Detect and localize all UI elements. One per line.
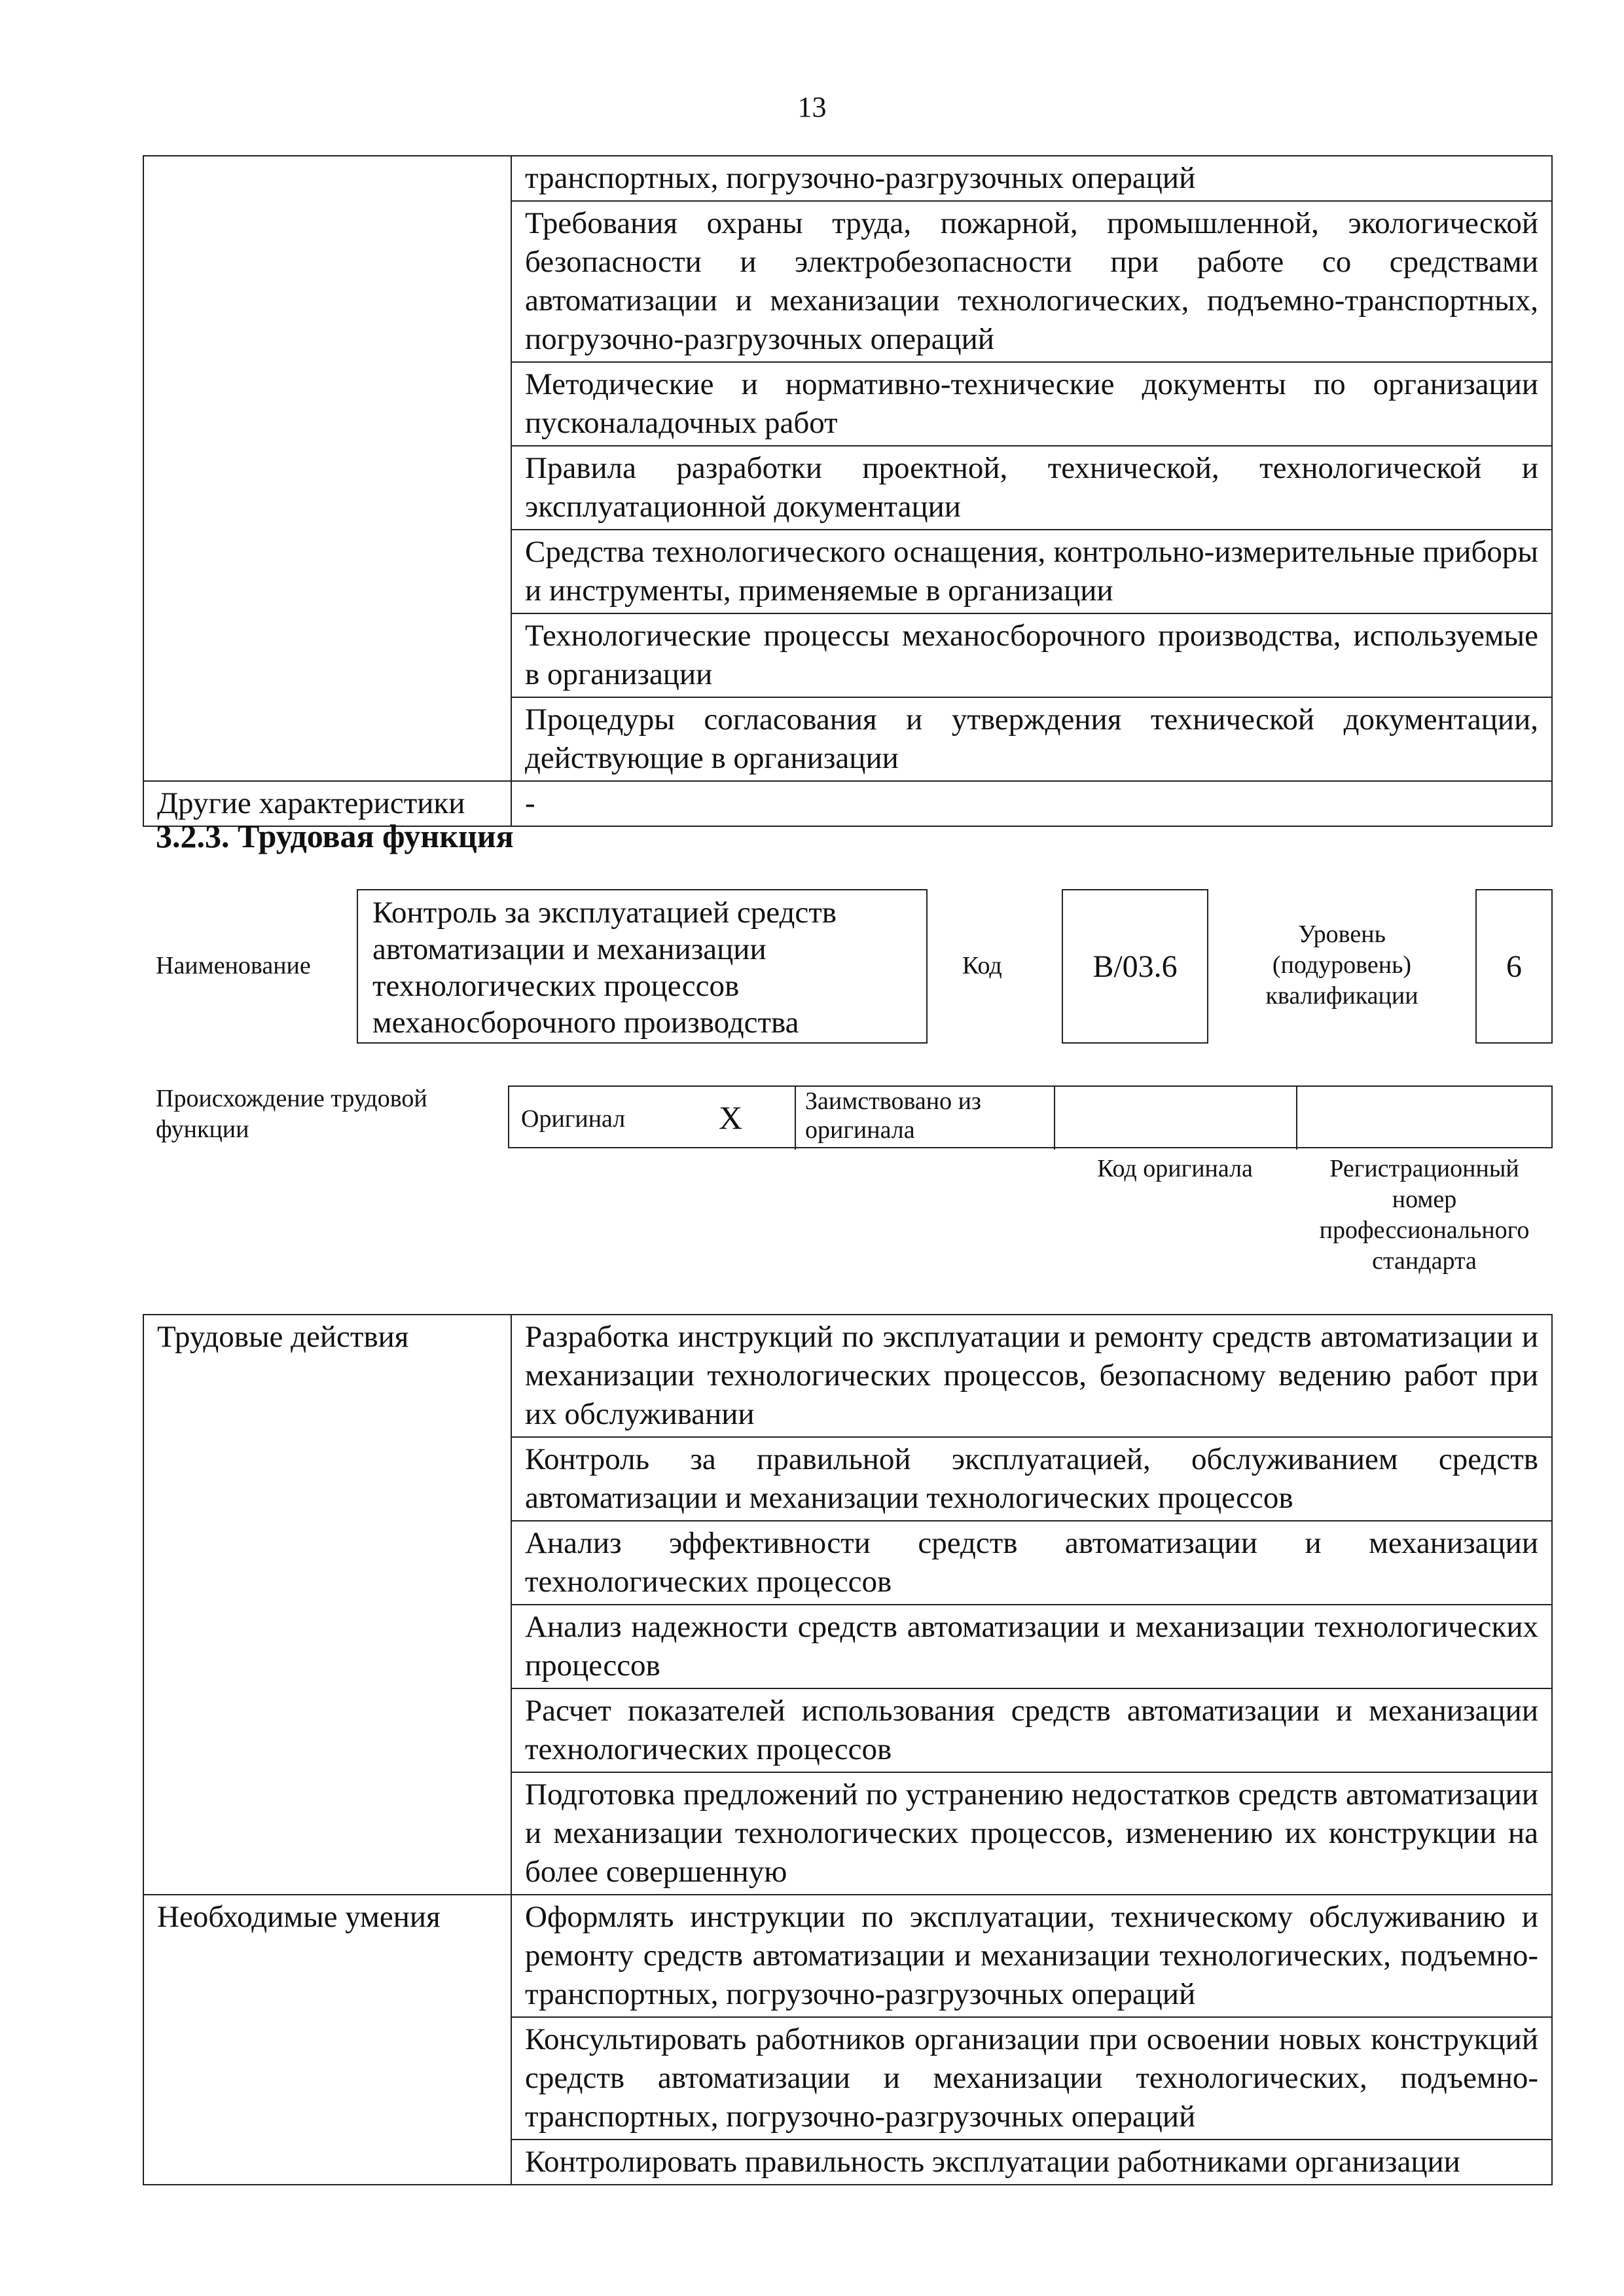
reg-number-caption: Регистрационный номер профессионального стандарта	[1319, 1155, 1530, 1275]
function-name-value: Контроль за эксплуатацией средств автоматизации и механизации технологических процессов механосборочного производства	[372, 896, 837, 1040]
code-box	[1062, 889, 1208, 1044]
other-characteristics-label: Другие характеристики	[143, 781, 511, 826]
table-cell: Разработка инструкций по эксплуатации и ремонту средств автоматизации и механизации технологических процессов, безопасному ведению работ при их обслуживании	[511, 1315, 1552, 1437]
table-cell: Средства технологического оснащения, контрольно-измерительные приборы и инструменты, применяемые в организации	[511, 530, 1552, 613]
original-mark: X	[719, 1099, 743, 1136]
page-number: 13	[797, 91, 827, 123]
function-name-box	[357, 889, 928, 1044]
table-cell: Оформлять инструкции по эксплуатации, техническому обслуживанию и ремонту средств автоматизации и механизации технологических, подъемно-транспортных, погрузочно-разгрузочных операций	[511, 1895, 1552, 2017]
origin-original-cell	[509, 1087, 796, 1150]
table-cell: Консультировать работников организации при освоении новых конструкций средств автоматизации и механизации технологических, подъемно-транспортных, погрузочно-разгрузочных операций	[511, 2017, 1552, 2140]
code-original-cell	[1055, 1087, 1297, 1150]
section-heading: 3.2.3. Трудовая функция	[156, 818, 514, 854]
table-row	[143, 156, 1552, 201]
level-label: Уровень (подуровень) квалификации	[1265, 920, 1418, 1010]
labor-function-table	[143, 1314, 1553, 2185]
original-label: Оригинал	[521, 1105, 626, 1133]
reg-number-cell	[1297, 1087, 1551, 1150]
table-cell: Расчет показателей использования средств автоматизации и механизации технологических процессов	[511, 1688, 1552, 1772]
table-cell: Подготовка предложений по устранению недостатков средств автоматизации и механизации технологических процессов, изменению их конструкции на более совершенную	[511, 1772, 1552, 1895]
origin-label: Происхождение трудовой функции	[156, 1085, 427, 1143]
borrowed-label: Заимствовано из оригинала	[805, 1087, 981, 1144]
code-label: Код	[962, 952, 1002, 979]
other-characteristics-value: -	[511, 781, 1552, 826]
level-box	[1475, 889, 1553, 1044]
labor-actions-label: Трудовые действия	[143, 1315, 511, 1895]
table-cell: транспортных, погрузочно-разгрузочных операций	[511, 156, 1552, 201]
table-cell: Анализ надежности средств автоматизации и механизации технологических процессов	[511, 1605, 1552, 1688]
name-label: Наименование	[156, 952, 311, 979]
table-cell: Анализ эффективности средств автоматизации и механизации технологических процессов	[511, 1521, 1552, 1605]
origin-borrowed-cell	[796, 1087, 1055, 1150]
table-cell: Контролировать правильность эксплуатации работниками организации	[511, 2140, 1552, 2185]
origin-row	[508, 1085, 1553, 1148]
table-cell: Технологические процессы механосборочного производства, используемые в организации	[511, 613, 1552, 697]
table-cell-empty	[143, 156, 511, 781]
table-row	[143, 1895, 1552, 2017]
level-value: 6	[1506, 949, 1522, 984]
table-cell: Контроль за правильной эксплуатацией, обслуживанием средств автоматизации и механизации технологических процессов	[511, 1437, 1552, 1521]
table-cell: Методические и нормативно-технические документы по организации пусконаладочных работ	[511, 362, 1552, 446]
code-value: B/03.6	[1092, 949, 1178, 984]
table-cell: Процедуры согласования и утверждения технической документации, действующие в организации	[511, 697, 1552, 781]
table-cell: Правила разработки проектной, технической, технологической и эксплуатационной документации	[511, 446, 1552, 530]
knowledge-table-continued	[143, 155, 1553, 827]
code-original-caption: Код оригинала	[1097, 1155, 1253, 1182]
table-row	[143, 1315, 1552, 1437]
skills-label: Необходимые умения	[143, 1895, 511, 2185]
table-cell: Требования охраны труда, пожарной, промышленной, экологической безопасности и электробезопасности при работе со средствами автоматизации и механизации технологических, подъемно-транспортных, погрузочно-разгрузочных операций	[511, 201, 1552, 362]
